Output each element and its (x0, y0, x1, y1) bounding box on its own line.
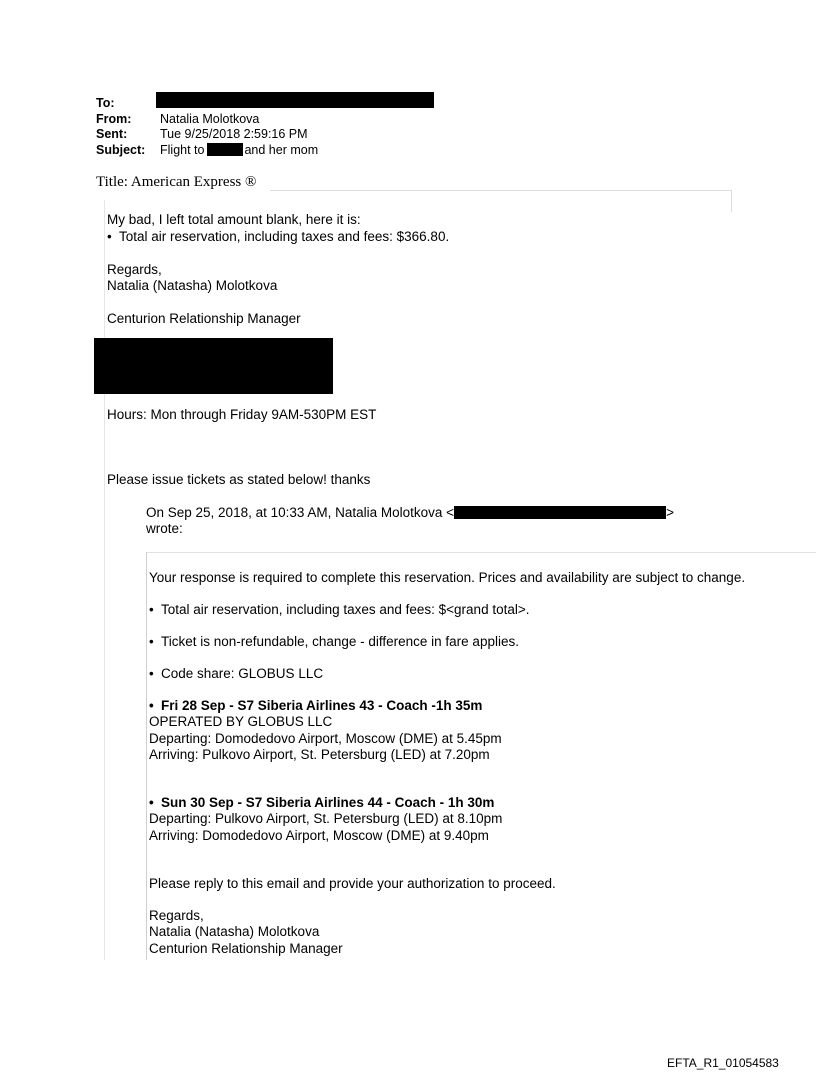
to-label: To: (96, 96, 115, 110)
document-id: EFTA_R1_01054583 (667, 1056, 779, 1070)
subject-label: Subject: (96, 143, 146, 157)
reply-line-2 (107, 229, 449, 244)
attribution-prefix: On Sep 25, 2018, at 10:33 AM, Natalia Molotkova < (146, 505, 455, 520)
bullet-icon: • (149, 795, 154, 810)
sent-value: Tue 9/25/2018 2:59:16 PM (160, 127, 308, 141)
reply-signature-role: Centurion Relationship Manager (107, 311, 301, 326)
reply-issue-request: Please issue tickets as stated below! thanks (107, 472, 371, 487)
title-divider (270, 190, 732, 191)
quoted-bullet-codeshare (149, 666, 323, 681)
reply-regards: Regards, (107, 262, 162, 277)
reply-hours: Hours: Mon through Friday 9AM-530PM EST (107, 407, 377, 422)
flight1-departing: Departing: Domodedovo Airport, Moscow (DME) at 5.45pm (149, 731, 502, 746)
quoted-bullet-ticket (149, 634, 519, 649)
quoted-reply-request: Please reply to this email and provide your authorization to proceed. (149, 876, 556, 891)
flight2-title-text: Sun 30 Sep - S7 Siberia Airlines 44 - Coach - 1h 30m (161, 795, 495, 810)
redacted-contact-block (94, 338, 333, 394)
flight1-arriving: Arriving: Pulkovo Airport, St. Petersburg (LED) at 7.20pm (149, 747, 490, 762)
bullet-icon: • (149, 666, 154, 681)
flight2-departing: Departing: Pulkovo Airport, St. Petersburg (LED) at 8.10pm (149, 811, 503, 826)
attribution-suffix: > (666, 505, 674, 520)
reply-total-text: Total air reservation, including taxes and fees: $366.80. (119, 229, 450, 244)
quoted-response-required: Your response is required to complete this reservation. Prices and availability are subject to change. (149, 570, 746, 585)
subject-suffix: and her mom (244, 143, 319, 157)
title-divider-end (731, 190, 732, 212)
quoted-attribution (146, 505, 674, 520)
quoted-signature-role: Centurion Relationship Manager (149, 941, 343, 956)
quote-left-border (146, 552, 147, 960)
bullet-icon: • (149, 698, 154, 713)
title-line: Title: American Express ® (96, 174, 257, 190)
flight2-arriving: Arriving: Domodedovo Airport, Moscow (DME) at 9.40pm (149, 828, 489, 843)
flight1-title-text: Fri 28 Sep - S7 Siberia Airlines 43 - Coach -1h 35m (161, 698, 483, 713)
reply-line-1: My bad, I left total amount blank, here it is: (107, 212, 361, 227)
subject-prefix: Flight to (160, 143, 205, 157)
flight1-operated: OPERATED BY GLOBUS LLC (149, 714, 333, 729)
redacted-to-address (156, 92, 434, 108)
from-label: From: (96, 112, 132, 126)
quoted-bullet-total (149, 602, 529, 617)
quoted-codeshare-text: Code share: GLOBUS LLC (161, 666, 324, 681)
quoted-ticket-text: Ticket is non-refundable, change - difference in fare applies. (161, 634, 519, 649)
flight1-title (149, 698, 482, 713)
reply-signature-name: Natalia (Natasha) Molotkova (107, 278, 278, 293)
redacted-email-address (454, 506, 666, 519)
quote-top-border (146, 552, 816, 553)
quoted-signature-name: Natalia (Natasha) Molotkova (149, 924, 320, 939)
quoted-total-text: Total air reservation, including taxes and fees: $<grand total>. (161, 602, 530, 617)
sent-label: Sent: (96, 127, 128, 141)
subject-value (160, 143, 318, 157)
bullet-icon: • (149, 634, 154, 649)
flight2-title (149, 795, 494, 810)
bullet-icon: • (107, 229, 112, 244)
redacted-subject-name (207, 143, 243, 156)
from-value: Natalia Molotkova (160, 112, 260, 126)
bullet-icon: • (149, 602, 154, 617)
body-left-border (104, 200, 105, 960)
quoted-wrote: wrote: (146, 521, 183, 536)
quoted-regards: Regards, (149, 908, 204, 923)
